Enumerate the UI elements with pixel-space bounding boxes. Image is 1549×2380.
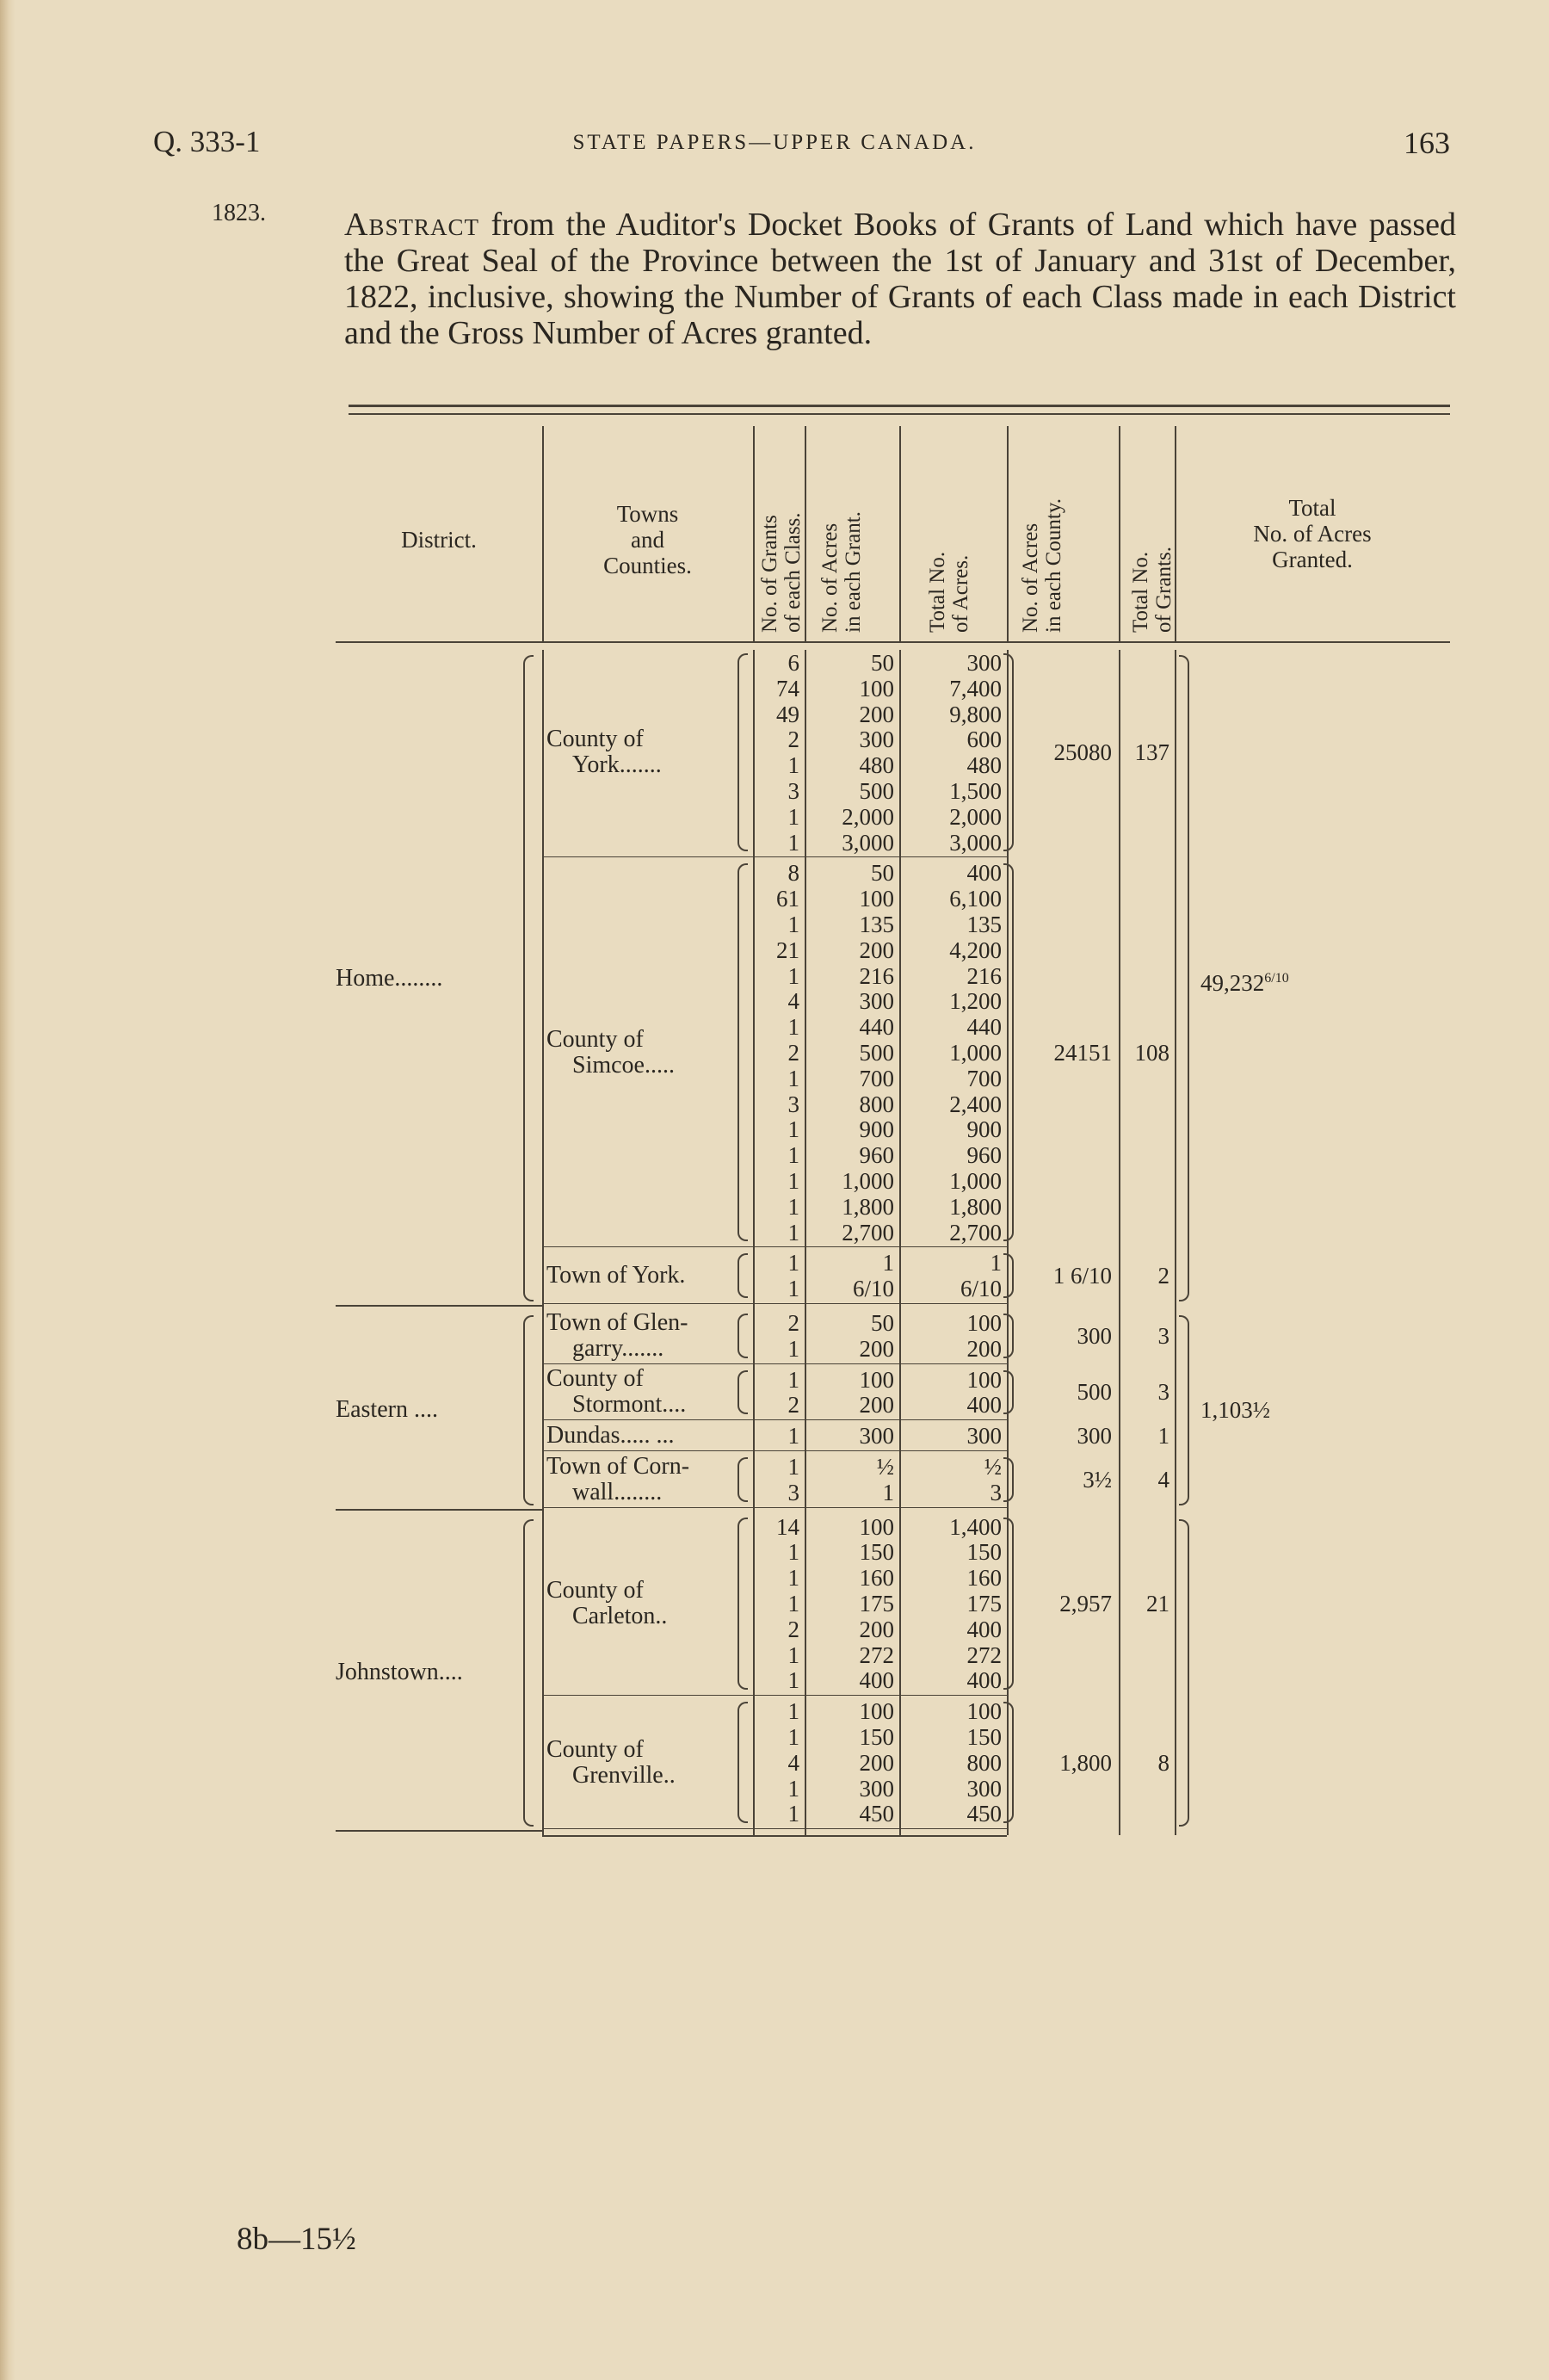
district-total-fraction: 6/10 — [1264, 970, 1289, 986]
grants-count: 1 — [787, 1667, 799, 1694]
county-separator — [542, 856, 1007, 857]
county-name: County of — [546, 1025, 644, 1053]
grants-count: 1 — [787, 1335, 799, 1362]
acres-in-county: 300 — [1077, 1322, 1112, 1349]
acres-per-grant: 500 — [859, 778, 894, 804]
body-column-divider — [805, 650, 806, 1835]
district-brace — [523, 1315, 534, 1505]
total-acres: 9,800 — [949, 701, 1002, 727]
acres-per-grant: 1,800 — [842, 1193, 894, 1220]
page-edge — [0, 0, 15, 2380]
grants-count: 1 — [787, 1454, 799, 1480]
district-total-acres: 1,103½ — [1200, 1397, 1270, 1424]
acres-per-grant: 440 — [859, 1014, 894, 1041]
document-reference: Q. 333-1 — [153, 125, 261, 158]
grants-count: 8 — [787, 860, 799, 887]
grants-count: 6 — [787, 650, 799, 676]
grants-count: 1 — [787, 829, 799, 856]
county-brace — [737, 1457, 748, 1502]
total-acres: 100 — [966, 1366, 1002, 1393]
county-total-brace — [1003, 1702, 1014, 1823]
acres-per-grant: 2,000 — [842, 803, 894, 830]
grants-count: 1 — [787, 1698, 799, 1725]
acres-per-grant: 50 — [871, 1310, 894, 1336]
grants-count: 2 — [787, 1310, 799, 1336]
county-name: Town of York. — [546, 1262, 686, 1289]
total-acres: 7,400 — [949, 675, 1002, 702]
district-name: Home........ — [336, 964, 443, 992]
grants-in-county: 3 — [1157, 1379, 1169, 1406]
total-acres: 100 — [966, 1698, 1002, 1725]
body-column-divider — [1175, 650, 1176, 1835]
acres-per-grant: 300 — [859, 988, 894, 1015]
grants-count: 1 — [787, 1193, 799, 1220]
county-brace — [737, 1370, 748, 1415]
total-acres: 3 — [990, 1479, 1002, 1505]
acres-per-grant: 960 — [859, 1142, 894, 1169]
abstract-paragraph — [344, 207, 1456, 351]
column-divider — [1007, 426, 1009, 641]
county-total-brace — [1003, 1457, 1014, 1502]
district-total-brace — [1179, 655, 1189, 1301]
grants-count: 1 — [787, 1219, 799, 1246]
grants-count: 1 — [787, 912, 799, 937]
signature-mark: 8b—15½ — [237, 2222, 356, 2257]
acres-per-grant: 100 — [859, 675, 894, 702]
total-acres: 272 — [966, 1641, 1002, 1668]
county-brace — [737, 1253, 748, 1298]
column-header-total-grants: Total No. of Grants. — [1129, 547, 1176, 633]
acres-per-grant: 6/10 — [852, 1276, 894, 1302]
county-separator — [542, 1303, 1007, 1304]
grants-count: 1 — [787, 962, 799, 989]
abstract-lead: Abstract — [344, 207, 479, 243]
total-acres: 2,700 — [949, 1219, 1002, 1246]
grants-count: 21 — [776, 937, 799, 963]
acres-per-grant: 150 — [859, 1724, 894, 1750]
total-acres: 800 — [966, 1749, 1002, 1776]
grants-count: 3 — [787, 778, 799, 804]
total-acres: 6/10 — [960, 1276, 1002, 1302]
district-total-acres: $49,232^{6/10}$ — [1200, 969, 1289, 996]
column-divider — [899, 426, 901, 641]
grants-count: 3 — [787, 1479, 799, 1505]
grants-count: 2 — [787, 1040, 799, 1066]
acres-per-grant: 400 — [859, 1667, 894, 1694]
county-brace — [737, 1702, 748, 1823]
county-name: Town of Corn- — [546, 1452, 690, 1480]
acres-per-grant: 200 — [859, 1616, 894, 1642]
county-total-brace — [1003, 1370, 1014, 1415]
grants-count: 1 — [787, 1168, 799, 1194]
district-brace — [523, 655, 534, 1301]
grants-in-county: 2 — [1157, 1263, 1169, 1289]
total-acres: 2,000 — [949, 803, 1002, 830]
county-name-line2: Grenville.. — [572, 1761, 676, 1789]
grants-count: 1 — [787, 1423, 799, 1450]
county-name: Town of Glen- — [546, 1308, 688, 1336]
grants-in-county: 108 — [1134, 1039, 1169, 1066]
county-name-line2: York....... — [572, 751, 662, 779]
acres-per-grant: 1 — [882, 1479, 894, 1505]
total-acres: 150 — [966, 1539, 1002, 1566]
acres-per-grant: 1 — [882, 1250, 894, 1277]
total-acres: 480 — [966, 752, 1002, 779]
total-acres: 150 — [966, 1724, 1002, 1750]
total-acres: 1,400 — [949, 1513, 1002, 1540]
grants-count: 1 — [787, 1724, 799, 1750]
acres-per-grant: 50 — [871, 860, 894, 887]
total-acres: 400 — [966, 1616, 1002, 1642]
county-separator — [542, 1695, 1007, 1696]
column-header-total-acres: Total No. of Acres. — [926, 551, 972, 633]
county-total-brace — [1003, 1253, 1014, 1298]
total-acres: 1,000 — [949, 1168, 1002, 1194]
year-label: 1823. — [212, 200, 266, 226]
acres-per-grant: 216 — [859, 962, 894, 989]
district-name: Eastern .... — [336, 1396, 438, 1424]
acres-per-grant: 300 — [859, 726, 894, 753]
total-acres: 200 — [966, 1335, 1002, 1362]
column-divider — [753, 426, 755, 641]
district-name: Johnstown.... — [336, 1659, 463, 1686]
acres-per-grant: 160 — [859, 1565, 894, 1592]
county-total-brace — [1003, 1314, 1014, 1358]
acres-per-grant: 50 — [871, 650, 894, 676]
total-acres: 700 — [966, 1065, 1002, 1091]
grants-in-county: 8 — [1157, 1749, 1169, 1776]
total-acres: 900 — [966, 1116, 1002, 1143]
district-total-brace — [1179, 1519, 1189, 1827]
county-separator — [542, 1507, 1007, 1508]
county-name-line2: garry....... — [572, 1334, 664, 1362]
total-acres: 440 — [966, 1014, 1002, 1041]
county-brace — [737, 863, 748, 1241]
county-total-brace — [1003, 653, 1014, 851]
district-brace — [523, 1519, 534, 1827]
acres-in-county: 25080 — [1053, 739, 1112, 766]
column-header-grants-class: No. of Grants of each Class. — [758, 512, 805, 633]
total-acres: 175 — [966, 1591, 1002, 1617]
acres-in-county: 24151 — [1053, 1039, 1112, 1066]
acres-per-grant: 100 — [859, 1698, 894, 1725]
grants-count: 1 — [787, 1641, 799, 1668]
grants-count: 2 — [787, 726, 799, 753]
total-acres: 300 — [966, 1423, 1002, 1450]
column-header-towns: Towns and Counties. — [603, 501, 692, 578]
county-name-line2: Stormont.... — [572, 1391, 687, 1419]
total-acres: 960 — [966, 1142, 1002, 1169]
county-separator — [542, 1419, 1007, 1420]
abstract-text: from the Auditor's Docket Books of Grants of Land which have passed the Great Seal of the Province between the 1st of January and 31st of December, 1822, inclusive, showing the Number of Grants of each Class made in each District and the Gross Number of Acres granted. — [344, 207, 1457, 351]
total-acres: 1,000 — [949, 1040, 1002, 1066]
total-acres: 100 — [966, 1310, 1002, 1336]
body-column-divider — [1007, 650, 1009, 1835]
county-name: Dundas..... ... — [546, 1422, 675, 1450]
county-separator — [542, 1828, 1007, 1829]
acres-per-grant: 272 — [859, 1641, 894, 1668]
total-acres: 1,200 — [949, 988, 1002, 1015]
acres-per-grant: 100 — [859, 1366, 894, 1393]
column-header-total-granted: Total No. of Acres Granted. — [1253, 495, 1372, 572]
grants-in-county: 21 — [1146, 1590, 1169, 1617]
grants-count: 61 — [776, 886, 799, 912]
county-total-brace — [1003, 863, 1014, 1241]
acres-per-grant: ½ — [876, 1454, 894, 1480]
total-acres: 135 — [966, 912, 1002, 937]
acres-in-county: 1 6/10 — [1052, 1263, 1112, 1289]
acres-in-county: 3½ — [1083, 1466, 1112, 1493]
acres-in-county: 1,800 — [1059, 1749, 1112, 1776]
grants-count: 1 — [787, 1775, 799, 1802]
total-acres: 6,100 — [949, 886, 1002, 912]
bottom-rule — [542, 1835, 1007, 1837]
total-acres: 3,000 — [949, 829, 1002, 856]
grants-in-county: 137 — [1134, 739, 1169, 766]
total-acres: 450 — [966, 1801, 1002, 1827]
acres-per-grant: 200 — [859, 1335, 894, 1362]
total-acres: 1,500 — [949, 778, 1002, 804]
grants-in-county: 3 — [1157, 1322, 1169, 1349]
acres-per-grant: 2,700 — [842, 1219, 894, 1246]
column-header-acres-each: No. of Acres in each Grant. — [818, 511, 865, 633]
county-separator — [542, 1363, 1007, 1364]
grants-count: 1 — [787, 752, 799, 779]
acres-per-grant: 450 — [859, 1801, 894, 1827]
acres-per-grant: 500 — [859, 1040, 894, 1066]
total-acres: 300 — [966, 650, 1002, 676]
acres-per-grant: 3,000 — [842, 829, 894, 856]
total-acres: 4,200 — [949, 937, 1002, 963]
total-acres: 600 — [966, 726, 1002, 753]
county-total-brace — [1003, 1518, 1014, 1691]
county-separator — [542, 1246, 1007, 1247]
grants-count: 49 — [776, 701, 799, 727]
acres-in-county: 500 — [1077, 1379, 1112, 1406]
grants-count: 1 — [787, 1065, 799, 1091]
page-number: 163 — [1404, 126, 1450, 160]
grants-count: 1 — [787, 803, 799, 830]
head-rule — [336, 641, 1450, 643]
grants-count: 1 — [787, 1250, 799, 1277]
acres-per-grant: 100 — [859, 1513, 894, 1540]
acres-per-grant: 480 — [859, 752, 894, 779]
grants-count: 4 — [787, 988, 799, 1015]
county-name-line2: Carleton.. — [572, 1602, 668, 1629]
grants-count: 1 — [787, 1591, 799, 1617]
grants-count: 1 — [787, 1539, 799, 1566]
total-acres: ½ — [984, 1454, 1002, 1480]
grants-count: 3 — [787, 1091, 799, 1117]
running-title: STATE PAPERS—UPPER CANADA. — [572, 131, 977, 154]
grants-count: 1 — [787, 1565, 799, 1592]
grants-count: 1 — [787, 1142, 799, 1169]
column-header-acres-county: No. of Acres in each County. — [1019, 498, 1065, 633]
county-name: County of — [546, 1365, 644, 1393]
total-acres: 400 — [966, 1667, 1002, 1694]
total-acres: 216 — [966, 962, 1002, 989]
acres-per-grant: 200 — [859, 1749, 894, 1776]
grants-count: 1 — [787, 1014, 799, 1041]
district-separator — [336, 1305, 542, 1307]
total-acres: 400 — [966, 1392, 1002, 1419]
acres-per-grant: 135 — [859, 912, 894, 937]
column-header-district: District. — [401, 527, 477, 553]
acres-per-grant: 200 — [859, 701, 894, 727]
acres-in-county: 2,957 — [1059, 1590, 1112, 1617]
top-rule — [349, 405, 1450, 407]
grants-in-county: 4 — [1157, 1466, 1169, 1493]
acres-per-grant: 300 — [859, 1423, 894, 1450]
grants-count: 4 — [787, 1749, 799, 1776]
acres-per-grant: 150 — [859, 1539, 894, 1566]
top-rule-2 — [349, 413, 1450, 415]
total-acres: 300 — [966, 1775, 1002, 1802]
acres-per-grant: 100 — [859, 886, 894, 912]
county-brace — [737, 1518, 748, 1691]
column-divider — [805, 426, 806, 641]
acres-per-grant: 900 — [859, 1116, 894, 1143]
county-brace — [737, 653, 748, 851]
grants-count: 1 — [787, 1116, 799, 1143]
grants-count: 1 — [787, 1366, 799, 1393]
total-acres: 160 — [966, 1565, 1002, 1592]
county-brace — [737, 1314, 748, 1358]
grants-count: 2 — [787, 1392, 799, 1419]
county-name: County of — [546, 726, 644, 753]
body-column-divider — [753, 650, 755, 1835]
acres-per-grant: 700 — [859, 1065, 894, 1091]
column-divider — [1119, 426, 1120, 641]
district-separator — [336, 1509, 542, 1511]
body-column-divider — [1119, 650, 1120, 1835]
district-total-brace — [1179, 1315, 1189, 1505]
county-name-line2: wall........ — [572, 1478, 663, 1505]
grants-count: 1 — [787, 1801, 799, 1827]
grants-count: 14 — [776, 1513, 799, 1540]
acres-in-county: 300 — [1077, 1423, 1112, 1450]
county-name: County of — [546, 1576, 644, 1604]
county-name: County of — [546, 1735, 644, 1763]
grants-count: 2 — [787, 1616, 799, 1642]
acres-per-grant: 1,000 — [842, 1168, 894, 1194]
total-acres: 2,400 — [949, 1091, 1002, 1117]
acres-per-grant: 175 — [859, 1591, 894, 1617]
acres-per-grant: 800 — [859, 1091, 894, 1117]
body-column-divider — [899, 650, 901, 1835]
district-separator — [336, 1830, 542, 1832]
grants-count: 1 — [787, 1276, 799, 1302]
county-separator — [542, 1450, 1007, 1451]
acres-per-grant: 200 — [859, 937, 894, 963]
grants-in-county: 1 — [1157, 1423, 1169, 1450]
total-acres: 1,800 — [949, 1193, 1002, 1220]
grants-count: 74 — [776, 675, 799, 702]
total-acres: 1 — [990, 1250, 1002, 1277]
body-column-divider — [542, 650, 544, 1835]
acres-per-grant: 200 — [859, 1392, 894, 1419]
acres-per-grant: 300 — [859, 1775, 894, 1802]
county-name-line2: Simcoe..... — [572, 1051, 675, 1079]
total-acres: 400 — [966, 860, 1002, 887]
